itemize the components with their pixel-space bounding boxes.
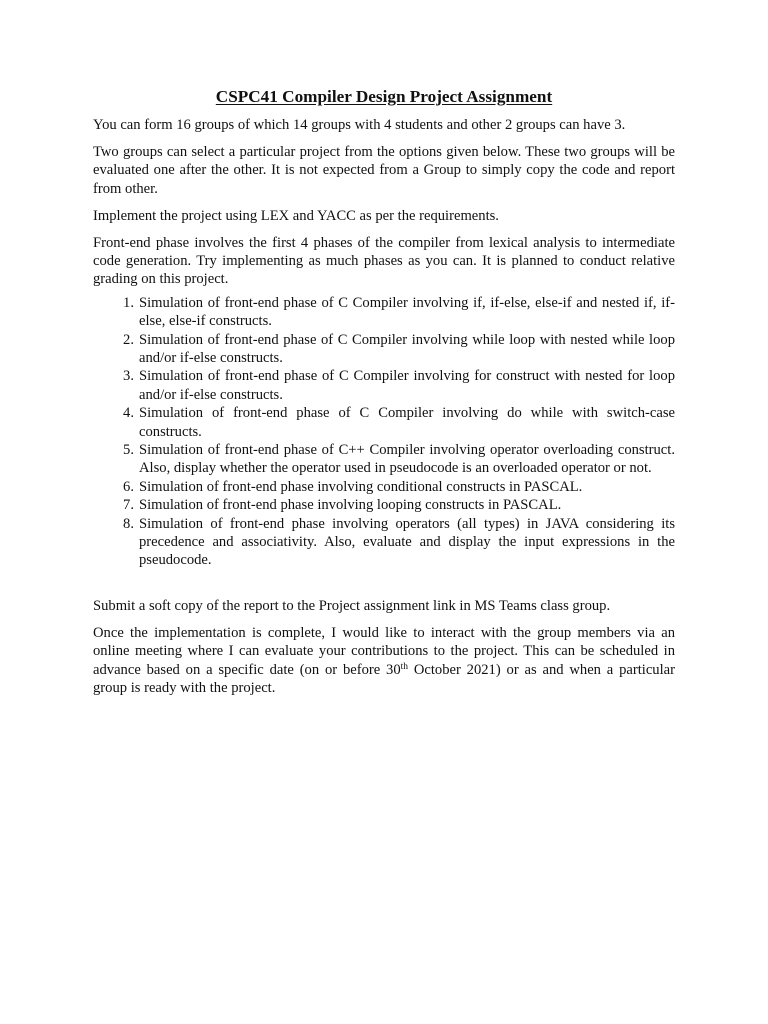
list-item xyxy=(123,515,675,570)
list-item-number: 2. xyxy=(123,331,134,348)
list-item-number: 1. xyxy=(123,294,134,311)
paragraph-meeting xyxy=(93,624,675,698)
list-item-text: Simulation of front-end phase of C++ Compiler involving operator overloading construct. Also, display whether the operator used in pseudocode is an overloaded operator or not. xyxy=(139,442,675,477)
list-item xyxy=(123,331,675,368)
project-list xyxy=(93,294,675,570)
list-item-number: 5. xyxy=(123,442,134,458)
list-item xyxy=(123,294,675,331)
list-item-number: 7. xyxy=(123,497,134,514)
list-item-text: Simulation of front-end phase involving operators (all types) in JAVA considering its precedence and associativity. Also, evaluate and display the input expressions in the pseudocode. xyxy=(139,515,675,569)
paragraph-implementation: Implement the project using LEX and YACC as per the requirements. xyxy=(93,207,499,224)
list-item xyxy=(123,478,675,496)
list-item-number: 6. xyxy=(123,478,134,495)
paragraph-groups: You can form 16 groups of which 14 groups with 4 students and other 2 groups can have 3. xyxy=(93,117,626,133)
date-suffix: th xyxy=(400,661,409,672)
list-item-number: 3. xyxy=(123,368,134,385)
list-item xyxy=(123,496,675,514)
list-item-text: Simulation of front-end phase of C Compiler involving for construct with nested for loop and/or if-else constructs. xyxy=(139,368,675,403)
paragraph-selection: Two groups can select a particular project from the options given below. These two groups will be evaluated one after the other. It is not expected from a Group to simply copy the code and report from other. xyxy=(93,143,675,197)
list-item-text: Simulation of front-end phase of C Compiler involving do while with switch-case constructs. xyxy=(139,405,675,440)
meeting-text-start: Once the implementation is complete, I would like to interact with the group members via an online meeting where I can evaluate your contributions to the project. This can be scheduled in advance based on a specific date (on or before 30 xyxy=(93,624,675,678)
list-item-number: 4. xyxy=(123,405,134,422)
list-item-text: Simulation of front-end phase involving looping constructs in PASCAL. xyxy=(139,497,562,514)
list-item-text: Simulation of front-end phase of C Compiler involving if, if-else, else-if and nested if, if-else, else-if constructs. xyxy=(139,294,675,330)
list-item-text: Simulation of front-end phase involving conditional constructs in PASCAL. xyxy=(139,478,583,495)
meeting-text-end: October 2021) or as and when a particular group is ready with the project. xyxy=(93,661,675,696)
spacer xyxy=(93,570,675,597)
paragraph-front-end: Front-end phase involves the first 4 phases of the compiler from lexical analysis to intermediate code generation. Try implementing as much phases as you can. It is planned to conduct relative grading on this project. xyxy=(93,234,675,288)
document-title: CSPC41 Compiler Design Project Assignment xyxy=(215,87,553,106)
paragraph-submission: Submit a soft copy of the report to the Project assignment link in MS Teams class group. xyxy=(93,597,611,614)
list-item xyxy=(123,367,675,404)
list-item-text: Simulation of front-end phase of C Compiler involving while loop with nested while loop and/or if-else constructs. xyxy=(139,331,675,366)
list-item xyxy=(123,404,675,441)
list-item-number: 8. xyxy=(123,515,134,532)
list-item xyxy=(123,441,675,478)
